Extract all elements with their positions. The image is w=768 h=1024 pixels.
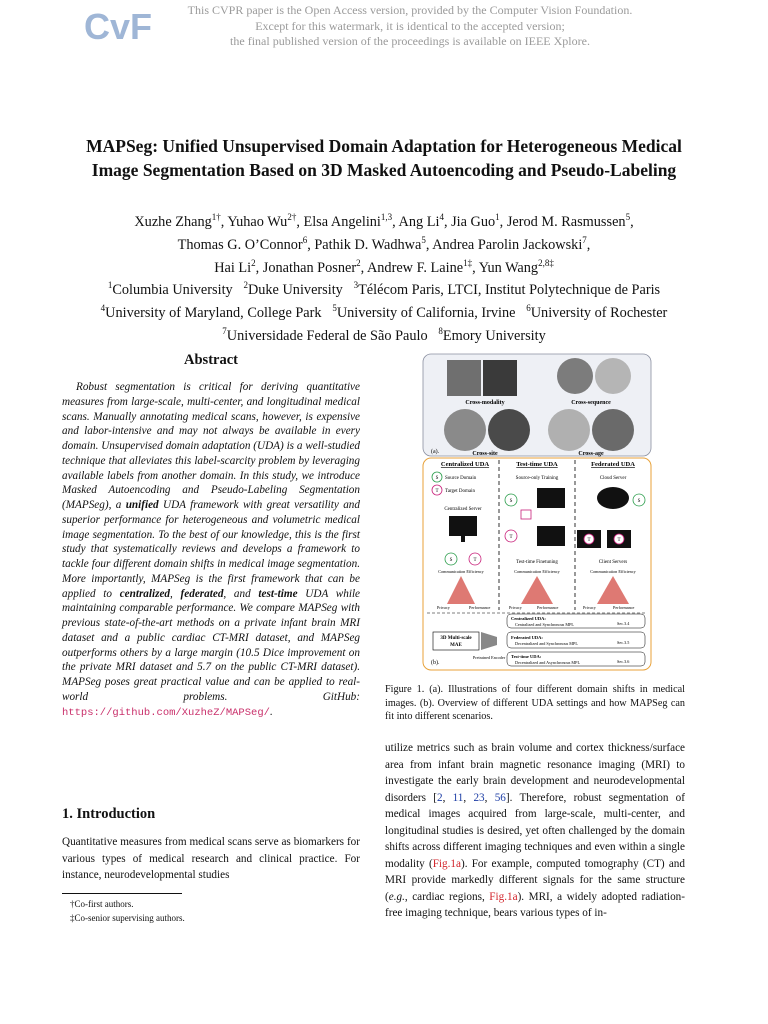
- cardiac-mri-image: [483, 360, 517, 396]
- heading-testtime-uda: Test-time UDA: [516, 461, 558, 468]
- svg-text:Centralized UDA:: Centralized UDA:: [511, 616, 546, 621]
- svg-text:Centralized and Synchronous MP: Centralized and Synchronous MPL: [515, 622, 574, 627]
- affiliation-line-3: $^7$Universidade Federal de São Paulo $^8$Emory University: [222, 325, 546, 344]
- svg-text:Privacy: Privacy: [583, 605, 596, 610]
- label-panel-b: (b).: [431, 660, 440, 666]
- author-line-3: Hai Li$^2$, Jonathan Posner$^2$, Andrew F. Laine$^{1\ddagger}$, Yun Wang$^{2,8\ddagger}$: [214, 257, 554, 276]
- label-source-only: Source-only Training: [515, 476, 559, 481]
- brain-site1-image: [444, 409, 486, 451]
- github-link[interactable]: https://github.com/XuzheZ/MAPSeg/: [62, 706, 270, 719]
- svg-text:T: T: [509, 535, 513, 540]
- brain-age1-image: [548, 409, 590, 451]
- svg-text:Federated UDA:: Federated UDA:: [511, 635, 543, 640]
- cloud-icon: [597, 487, 629, 509]
- label-cross-sequence: Cross-sequence: [571, 400, 611, 406]
- footnote-cosenior: ‡Co-senior supervising authors.: [70, 913, 185, 923]
- cite-11[interactable]: 11: [452, 791, 464, 804]
- brain-t2-image: [595, 358, 631, 394]
- paper-title: [40, 134, 728, 182]
- svg-text:Test-time UDA:: Test-time UDA:: [511, 654, 542, 659]
- label-cloud-server: Cloud Server: [599, 476, 627, 481]
- centralized-server-monitor: [449, 516, 477, 536]
- testtime-monitor-1: [537, 488, 565, 508]
- svg-text:Pretrained Encoder: Pretrained Encoder: [472, 655, 506, 660]
- svg-text:3D Multi-scale: 3D Multi-scale: [440, 636, 472, 641]
- label-panel-a: (a).: [431, 449, 440, 455]
- svg-text:Sec.3.6: Sec.3.6: [617, 659, 630, 664]
- right-column-body: utilize metrics such as brain volume and cortex thickness/surface area from infant brain magnetic resonance imaging (MRI) to investigate the early brain development and neurodevelopmental disorders [2, 11, 23, 56]. Therefore, robust segmentation of medical images acquired from large-scale, multi-center, and longitudinal studies is desired, yet often challenged by the domain shifts across different imaging techniques and even within a single modality (Fig.1a). For example, computed tomography (CT) and MRI provide markedly different signals for the same structure (e.g., cardiac regions, Fig.1a). MRI, a widely adopted radiation-free imaging technique, bears various types of in-: [385, 742, 686, 919]
- testtime-monitor-2: [537, 526, 565, 546]
- cardiac-ct-image: [447, 360, 481, 396]
- svg-text:T: T: [617, 538, 621, 543]
- affiliation-line-1: $^1$Columbia University $^2$Duke University $^3$Télécom Paris, LTCI, Institut Polytechnique de Paris: [107, 280, 661, 299]
- title-line-1: MAPSeg: Unified Unsupervised Domain Adaptation for Heterogeneous Medical: [86, 136, 682, 156]
- label-cross-modality: Cross-modality: [465, 400, 505, 406]
- brain-site2-image: [488, 409, 530, 451]
- svg-text:Decentralized and Asynchronous: Decentralized and Asynchronous MPL: [515, 660, 581, 665]
- svg-text:Performance: Performance: [537, 605, 559, 610]
- footnotes: [70, 897, 185, 925]
- cvf-logo-text: CvF: [84, 6, 153, 47]
- intro-heading: 1. Introduction: [62, 806, 156, 822]
- cvf-logo: [84, 6, 153, 47]
- legend-target-label: Target Domain: [445, 489, 475, 494]
- svg-text:Communication Efficiency: Communication Efficiency: [590, 569, 636, 574]
- label-cross-site: Cross-site: [472, 451, 498, 457]
- lock-icon: [521, 510, 531, 519]
- title-line-2: Image Segmentation Based on 3D Masked Autoencoding and Pseudo-Labeling: [91, 160, 677, 180]
- author-block: [40, 208, 728, 345]
- watermark-line-3: the final published version of the proceedings is available on IEEE Xplore.: [230, 34, 590, 48]
- svg-text:S: S: [435, 476, 439, 481]
- figref-1a-2[interactable]: Fig.1a: [489, 890, 518, 903]
- figref-1a[interactable]: Fig.1a: [432, 857, 461, 870]
- figure-1: [423, 354, 651, 670]
- cite-2[interactable]: 2: [436, 791, 443, 804]
- cite-23[interactable]: 23: [473, 791, 485, 804]
- figure-1-caption: Figure 1. (a). Illustrations of four different domain shifts in medical images. (b). Overview of different UDA settings and how MAPSeg can fit into different scenarios.: [385, 684, 685, 722]
- label-cross-age: Cross-age: [578, 451, 604, 457]
- abstract-body: Robust segmentation is critical for deriving quantitative measures from large-scale, multi-center, and longitudinal medical scans. Manually annotating medical scans, however, is expensive and labor-intensive and may not always be available in every domain. Unsupervised domain adaptation (UDA) is a well-studied technique that alleviates this label-scarcity problem by leveraging available labels from another domain. In this study, we introduce Masked Autoencoding and Pseudo-Labeling Segmentation (MAPSeg), a unified UDA framework with great versatility and superior performance for heterogeneous and volumetric medical image segmentation. To the best of our knowledge, this is the first study that systematically reviews and develops a framework to tackle four different domain shifts in medical image segmentation. More importantly, MAPSeg is the first framework that can be applied to centralized, federated, and test-time UDA while maintaining comparable performance. We compare MAPSeg with previous state-of-the-art methods on a private infant brain MRI dataset and a public cardiac CT-MRI dataset, and MAPSeg outperforms others by a large margin (10.5 Dice improvement on the private MRI dataset and 5.7 on the public CT-MRI dataset). MAPSeg poses great practical value and can be applied to real-world problems. GitHub: https://github.com/XuzheZ/MAPSeg/.: [62, 381, 361, 719]
- label-centralized-server: Centralized Server: [444, 507, 482, 512]
- cite-56[interactable]: 56: [494, 791, 506, 804]
- brain-age2-image: [592, 409, 634, 451]
- label-client-servers: Client Servers: [598, 560, 628, 565]
- heading-federated-uda: Federated UDA: [591, 461, 635, 468]
- intro-body: Quantitative measures from medical scans serve as biomarkers for various types of medical research and clinical practice. For instance, neurodevelopmental studies: [62, 836, 360, 881]
- svg-text:S: S: [449, 558, 453, 563]
- svg-text:Performance: Performance: [469, 605, 491, 610]
- label-testtime-finetuning: Test-time Finetuning: [516, 560, 558, 565]
- legend-source-label: Source Domain: [445, 476, 477, 481]
- svg-text:T: T: [587, 538, 591, 543]
- svg-text:Privacy: Privacy: [509, 605, 522, 610]
- open-access-watermark: [150, 3, 670, 50]
- affiliation-line-2: $^4$University of Maryland, College Park $^5$University of California, Irvine $^6$University of Rochester: [100, 303, 668, 321]
- svg-text:Sec.3.5: Sec.3.5: [617, 640, 630, 645]
- heading-centralized-uda: Centralized UDA: [440, 461, 490, 468]
- svg-text:Privacy: Privacy: [437, 605, 450, 610]
- author-line-1: Xuzhe Zhang$^{1\dagger}$, Yuhao $Wu^{2\dagger}$, Elsa Angelini$^{1,3}$, Ang Li$^4$, Jia Guo$^1$, Jerod M. Rasmussen$^5$,: [134, 212, 634, 230]
- footnote-cofirst: †Co-first authors.: [70, 899, 134, 909]
- svg-text:Performance: Performance: [613, 605, 635, 610]
- author-line-2: Thomas G. O’Connor$^6$, Pathik D. Wadhwa$^5$, Andrea Parolin Jackowski$^7$,: [177, 234, 591, 253]
- svg-text:Sec.3.4: Sec.3.4: [617, 621, 630, 626]
- watermark-line-1: This CVPR paper is the Open Access version, provided by the Computer Vision Foundation.: [187, 3, 633, 17]
- abstract-heading: Abstract: [184, 352, 238, 368]
- footnote-rule: [62, 893, 182, 894]
- cent-comm-eff: Communication Efficiency: [438, 569, 484, 574]
- svg-text:S: S: [509, 499, 513, 504]
- brain-t1-image: [557, 358, 593, 394]
- svg-text:T: T: [473, 558, 477, 563]
- svg-text:MAE: MAE: [450, 643, 462, 648]
- watermark-line-2: Except for this watermark, it is identical to the accepted version;: [255, 18, 565, 33]
- svg-text:Communication Efficiency: Communication Efficiency: [514, 569, 560, 574]
- svg-text:T: T: [435, 489, 439, 494]
- svg-text:S: S: [637, 499, 641, 504]
- svg-text:Decentralized and Synchronous: Decentralized and Synchronous MPL: [515, 641, 578, 646]
